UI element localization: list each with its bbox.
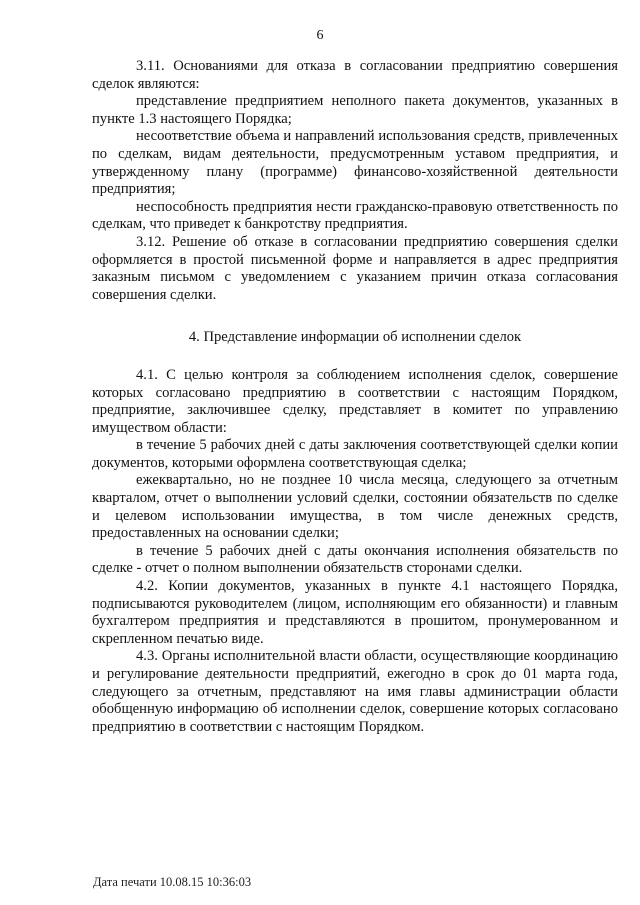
list-item-nonconformity: несоответствие объема и направлений использования средств, привлеченных по сделкам, видам деятельности, предусмотренным уставом предприятия, и утвержденному плану (программе) финансово-хозяйственной деятельности предприятия; (92, 128, 618, 198)
section-heading: 4. Представление информации об исполнении сделок (188, 329, 522, 346)
paragraph-4-2: 4.2. Копии документов, указанных в пункте 4.1 настоящего Порядка, подписываются руководителем (лицом, исполняющим его обязанности) и главным бухгалтером предприятия и представляются в прошитом, пронумерованном и скрепленном печатью виде. (92, 578, 618, 647)
paragraph-4-3: 4.3. Органы исполнительной власти области, осуществляющие координацию и регулирование деятельности предприятий, ежегодно в срок до 01 марта года, следующего за отчетным, представляют на имя главы администрации области обобщенную информацию об исполнении сделок, совершение которых согласовано предприятию в соответствии с настоящим Порядком. (92, 648, 618, 735)
list-item-copies: в течение 5 рабочих дней с даты заключения соответствующей сделки копии документов, которыми оформлена соответствующая сделка; (92, 437, 618, 471)
document-body (92, 58, 618, 736)
paragraph-3-11: 3.11. Основаниями для отказа в согласовании предприятию совершения сделок являются: (92, 58, 618, 92)
list-item-inability: неспособность предприятия нести гражданско-правовую ответственность по сделкам, что приведет к банкротству предприятия. (92, 198, 618, 233)
page-number: 6 (316, 28, 324, 43)
print-date-footer: Дата печати 10.08.15 10:36:03 (93, 875, 252, 889)
list-item-incomplete-documents: представление предприятием неполного пакета документов, указанных в пункте 1.3 настоящего Порядка; (92, 93, 618, 127)
paragraph-4-1: 4.1. С целью контроля за соблюдением исполнения сделок, совершение которых согласовано предприятию в соответствии с настоящим Порядком, предприятие, заключившее сделку, представляет в комитет по управлению имуществом области: (92, 366, 618, 436)
list-item-completion-report: в течение 5 рабочих дней с даты окончания исполнения обязательств по сделке - отчет о полном выполнении обязательств сторонами сделки. (92, 542, 618, 577)
list-item-quarterly-report: ежеквартально, но не позднее 10 числа месяца, следующего за отчетным кварталом, отчет о выполнении условий сделки, состоянии обязательств по сделке и целевом использовании имущества, в том числе денежных средств, предоставленных на основании сделки; (92, 472, 618, 542)
paragraph-3-12: 3.12. Решение об отказе в согласовании предприятию совершения сделки оформляется в простой письменной форме и направляется в адрес предприятия заказным письмом с уведомлением с указанием причин отказа согласования совершения сделки. (92, 233, 618, 303)
